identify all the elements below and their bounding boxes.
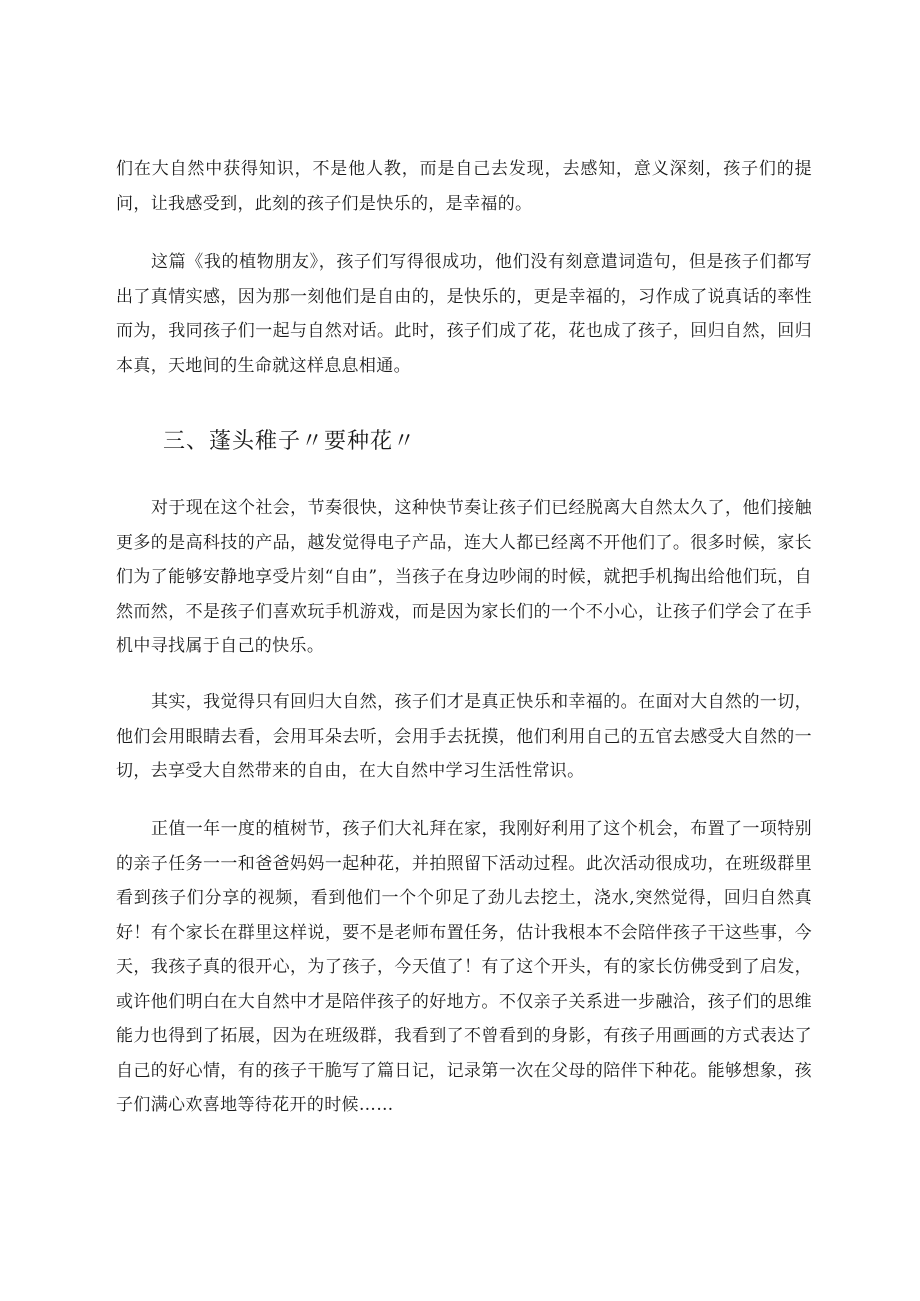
paragraph-plant-friend: 这篇《我的植物朋友》，孩子们写得很成功，他们没有刻意遣词造句，但是孩子们都写出了真情实感，因为那一刻他们是自由的，是快乐的，更是幸福的，习作成了说真话的率性而为，我同孩子们一起与自然对话。此时，孩子们成了花，花也成了孩子，回归自然，回归本真，天地间的生命就这样息息相通。	[116, 252, 812, 376]
paragraph-arbor-day: 正值一年一度的植树节，孩子们大礼拜在家，我刚好利用了这个机会，布置了一项特别的亲子任务一一和爸爸妈妈一起种花，并拍照留下活动过程。此次活动很成功，在班级群里看到孩子们分享的视频，看到他们一个个卯足了劲儿去挖土，浇水,突然觉得，回归自然真好！有个家长在群里这样说，要不是老师布置任务，估计我根本不会陪伴孩子干这些事，今天，我孩子真的很开心，为了孩子，今天值了！有了这个开头，有的家长仿佛受到了启发，或许他们明白在大自然中才是陪伴孩子的好地方。不仅亲子关系进一步融洽，孩子们的思维能力也得到了拓展，因为在班级群，我看到了不曾看到的身影，有孩子用画画的方式表达了自己的好心情，有的孩子干脆写了篇日记，记录第一次在父母的陪伴下种花。能够想象，孩子们满心欢喜地等待花开的时候……	[116, 819, 812, 1115]
paragraph-modern-society: 对于现在这个社会，节奏很快，这种快节奏让孩子们已经脱离大自然太久了，他们接触更多的是高科技的产品，越发觉得电子产品，连大人都已经离不开他们了。很多时候，家长们为了能够安静地享受片刻“自由”，当孩子在身边吵闹的时候，就把手机掏出给他们玩，自然而然，不是孩子们喜欢玩手机游戏，而是因为家长们的一个不小心，让孩子们学会了在手机中寻找属于自己的快乐。	[116, 498, 812, 656]
paragraph-return-to-nature: 其实，我觉得只有回归大自然，孩子们才是真正快乐和幸福的。在面对大自然的一切，他们会用眼睛去看，会用耳朵去听，会用手去抚摸，他们利用自己的五官去感受大自然的一切，去享受大自然带来的自由，在大自然中学习生活性常识。	[116, 692, 812, 781]
section-heading: 三、蓬头稚子〃要种花〃	[163, 429, 417, 454]
paragraph-continued: 们在大自然中获得知识，不是他人教，而是自己去发现，去感知，意义深刻，孩子们的提问，让我感受到，此刻的孩子们是快乐的，是幸福的。	[116, 159, 812, 214]
